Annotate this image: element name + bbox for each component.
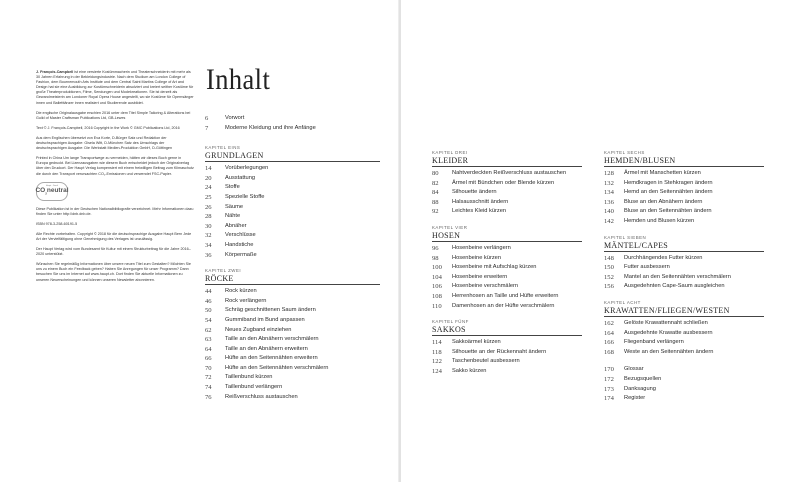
chapter-title: KRAWATTEN/FLIEGEN/WESTEN	[604, 306, 764, 317]
toc-entry	[205, 373, 380, 383]
toc-entry	[604, 263, 764, 273]
toc-entry	[205, 316, 380, 326]
toc-entry-label: Hüfte an den Seitennähten verschmälern	[225, 364, 329, 371]
toc-page-number: 30	[205, 222, 212, 230]
toc-page-number: 92	[432, 208, 439, 216]
toc-entry-label: Sakko kürzen	[452, 367, 487, 374]
toc-entry	[205, 241, 380, 251]
toc-entry	[205, 222, 380, 232]
chapter-title: RÖCKE	[205, 274, 380, 285]
toc-entry	[604, 254, 764, 264]
toc-entry-label: Vorüberlegungen	[225, 165, 269, 172]
toc-entry	[432, 338, 582, 348]
toc-entry-label: Hosenbeine erweitern	[452, 273, 508, 280]
toc-page-number: 156	[604, 283, 614, 291]
toc-entry	[205, 326, 380, 336]
toc-entry	[205, 364, 380, 374]
toc-page-number: 98	[432, 254, 439, 262]
toc-entry-label: Bluse an den Seitennähten ändern	[624, 208, 712, 215]
toc-chapter	[604, 235, 764, 292]
toc-page-number: 148	[604, 254, 614, 262]
toc-page-number: 134	[604, 189, 614, 197]
toc-entry	[432, 263, 582, 273]
toc-entry-label: Gelöste Krawattennaht schließen	[624, 319, 708, 326]
toc-entry-label: Futter ausbessern	[624, 264, 670, 271]
toc-entry-label: Spezielle Stoffe	[225, 193, 265, 200]
toc-chapter	[432, 150, 582, 217]
chapter-number: KAPITEL FÜNF	[432, 319, 469, 325]
toc-page-number: 6	[205, 115, 209, 122]
toc-entry	[205, 354, 380, 364]
toc-page-number: 84	[432, 189, 439, 197]
toc-entry-label: Säume	[225, 203, 244, 210]
toc-entry	[205, 251, 380, 261]
toc-entry-label: Durchhängendes Futter kürzen	[624, 254, 703, 261]
toc-chapter	[604, 150, 764, 227]
toc-entry-label: Taillenbund kürzen	[225, 374, 273, 381]
toc-page-number: 63	[205, 336, 212, 344]
toc-entry	[205, 306, 380, 316]
toc-page-number: 164	[604, 329, 614, 337]
toc-entry	[604, 385, 764, 395]
toc-entry	[205, 383, 380, 393]
chapter-number: KAPITEL ACHT	[604, 299, 641, 305]
toc-entry	[432, 348, 582, 358]
chapter-title: MÄNTEL/CAPES	[604, 241, 764, 252]
toc-page-number: 72	[205, 374, 212, 382]
toc-page-number: 110	[432, 302, 442, 310]
toc-page-number: 24	[205, 184, 212, 192]
toc-entry-label: Damenhosen an der Hüfte verschmälern	[452, 302, 555, 309]
chapter-number: KAPITEL VIER	[432, 224, 468, 230]
toc-entry	[432, 254, 582, 264]
toc-entry	[205, 193, 380, 203]
toc-entry-label: Glossar	[624, 366, 644, 373]
toc-page-number: 7	[205, 124, 209, 132]
toc-entry-label: Hosenbeine kürzen	[452, 254, 502, 261]
toc-entry	[205, 124, 380, 134]
toc-entry-label: Nähte	[225, 213, 241, 220]
toc-entry-label: Hemden und Blusen kürzen	[624, 217, 695, 224]
toc-entry	[205, 114, 380, 124]
toc-entry-label: Hosenbeine mit Aufschlag kürzen	[452, 264, 537, 271]
toc-title: Inhalt	[206, 63, 271, 96]
imprint-paragraph: Der Haupt Verlag wird vom Bundesamt für Kultur mit einem Strukturbeitrag für die Jahre 2016–2020 unterstützt.	[36, 247, 191, 257]
toc-entry	[432, 292, 582, 302]
toc-column-2	[432, 150, 582, 385]
chapter-title: HOSEN	[432, 231, 582, 242]
toc-entry	[432, 367, 582, 377]
imprint-paragraph: Alle Rechte vorbehalten. Copyright © 2018 für die deutschsprachige Ausgabe Haupt Bern Jede Art der Vervielfältigung ohne Genehmigung des Verlages ist unzulässig.	[36, 231, 192, 241]
imprint-paragraph: Wünschen Sie regelmäßig Informationen über unsere neuen Titel zum Gestalten? Möchten Sie uns zu einem Buch ein Feedback geben? Haben Sie Anregungen für unser Programm? Dann besuchen Sie uns im Internet auf www.haupt.ch. Dort finden Sie aktuelle Informationen zu unseren Neuerscheinungen und können unseren Newsletter abonnieren.	[36, 262, 191, 282]
toc-entry	[604, 169, 764, 179]
toc-entry-label: Stoffe	[225, 184, 240, 191]
toc-chapter	[604, 300, 764, 357]
toc-entry	[205, 231, 380, 241]
imprint-paragraph: Printed in China Um lange Transportwege zu vermeiden, hätten wir dieses Buch gerne in Europa gedruckt. Bei Lizenzausgaben wie diesem Buch entscheidet jedoch der Originalverlag über den Druckort. Der Haupt Verlag kompensiert mit einem freiwilligen Beitrag zum Klimaschutz die durch den Transport verursachten CO₂-Emissionen und verwendet FSC-Papier.	[36, 156, 194, 176]
toc-entry	[604, 273, 764, 283]
chapter-title: GRUNDLAGEN	[205, 151, 380, 162]
toc-entry	[604, 394, 764, 404]
toc-entry	[205, 174, 380, 184]
toc-entry-label: Hosenbeine verschmälern	[452, 283, 519, 290]
toc-page-number: 34	[205, 241, 212, 249]
toc-entry-label: Gummiband im Bund anpassen	[225, 316, 305, 323]
chapter-number: KAPITEL ZWEI	[205, 268, 242, 274]
toc-page-number: 88	[432, 198, 439, 206]
toc-page-number: 172	[604, 375, 614, 383]
toc-page-number: 20	[205, 174, 212, 182]
toc-entry	[432, 179, 582, 189]
toc-entry-label: Hüfte an den Seitennähten erweitern	[225, 355, 318, 362]
toc-entry	[432, 244, 582, 254]
chapter-number: KAPITEL SIEBEN	[604, 234, 647, 240]
co2-neutral-logo: Haupt · Druck $CO_2neutral$	[36, 182, 68, 201]
toc-entry-label: Sakkoärmel kürzen	[452, 339, 501, 346]
toc-intro	[205, 114, 380, 133]
toc-page-number: 54	[205, 316, 212, 324]
toc-entry-label: Rock verlängern	[225, 297, 267, 304]
toc-column-1	[205, 114, 380, 410]
toc-entry-label: Mantel an den Seitennähten verschmälern	[624, 273, 731, 280]
toc-entry-label: Silhouette ändern	[452, 189, 497, 196]
toc-entry	[205, 297, 380, 307]
toc-page-number: 140	[604, 208, 614, 216]
toc-page-number: 108	[432, 292, 442, 300]
toc-page-number: 173	[604, 385, 614, 393]
toc-entry-label: Taille an den Abnähern erweitern	[225, 345, 308, 352]
toc-entry	[604, 282, 764, 292]
toc-chapter	[432, 319, 582, 376]
toc-entry	[604, 338, 764, 348]
toc-entry	[205, 212, 380, 222]
toc-entry-label: Bluse an den Abnähern ändern	[624, 198, 703, 205]
toc-entry	[432, 273, 582, 283]
toc-page-number: 76	[205, 393, 212, 401]
toc-chapter	[205, 268, 380, 402]
toc-entry-label: Verschlüsse	[225, 232, 256, 239]
imprint-paragraph: Text © J. François-Campbell, 2016 Copyright in the Work © GMC Publications Ltd, 2016	[36, 125, 180, 130]
toc-page-number: 14	[205, 165, 212, 173]
toc-page-number: 170	[604, 366, 614, 374]
toc-page-number: 82	[432, 179, 439, 187]
toc-page-number: 136	[604, 198, 614, 206]
toc-page-number: 150	[604, 264, 614, 272]
toc-page-number: 162	[604, 319, 614, 327]
toc-entry	[604, 365, 764, 375]
toc-entry	[604, 319, 764, 329]
toc-entry-label: Fliegenband verlängern	[624, 339, 684, 346]
toc-entry-label: Ärmel mit Bündchen oder Blende kürzen	[452, 179, 555, 186]
chapter-title: SAKKOS	[432, 325, 582, 336]
toc-entry	[205, 287, 380, 297]
toc-page-number: 28	[205, 213, 212, 221]
toc-entry-label: Neues Zugband einziehen	[225, 326, 292, 333]
toc-column-3	[604, 150, 764, 412]
toc-entry-label: Register	[624, 395, 646, 402]
imprint-column	[36, 70, 194, 288]
toc-entry	[604, 329, 764, 339]
imprint-paragraph: Aus dem Englischen übersetzt von Eva Korte, D-Bürger Satz und Redaktion der deutschsprachigen Ausgabe: Gisela Witt, D-München Satz des Umschlags der deutschsprachigen Ausgabe: Die Werkstatt Medien-Produktion GmbH, D-Göttingen	[36, 135, 173, 151]
toc-page-number: 100	[432, 264, 442, 272]
toc-entry-label: Reißverschluss austauschen	[225, 393, 298, 400]
toc-entry-label: Hemd an den Seitennähten ändern	[624, 189, 713, 196]
toc-page-number: 166	[604, 339, 614, 347]
toc-entry	[205, 335, 380, 345]
toc-entry-label: Handstiche	[225, 241, 254, 248]
imprint-paragraph: J. François-Campbell ist eine versierte Kostümmacherin und Theaterschneiderin mit mehr als 30 Jahren Erfahrung in der Bekleidungsindustrie. Nach dem Studium am London College of Fashion, dem Bournemouth Arts Institute und dem Central Saint Martins College of Art and Design hat sie eine Ausbildung zur Kostümschneiderin absolviert und kreiert seither Kostüme für große Theaterproduktionen, Filme, Sendungen und Modekreationen. Sie ist derzeit als Gewandmeisterin am Londoner Royal Opera House angestellt, wo sie Kostüme für Opernsänger innen und Balletttänzer innen realisiert und Studierende ausbildet.	[36, 70, 194, 105]
toc-entry	[604, 188, 764, 198]
toc-page-number: 106	[432, 283, 442, 291]
toc-entry	[205, 164, 380, 174]
toc-entry-label: Ausstattung	[225, 174, 256, 181]
chapter-number: KAPITEL EINS	[205, 145, 241, 151]
toc-appendix	[604, 365, 764, 403]
imprint-paragraph: Diese Publikation ist in der Deutschen Nationalbibliografie verzeichnet. Mehr Informationen dazu finden Sie unter http://dnb.dnb.de.	[36, 206, 194, 216]
toc-page-number: 174	[604, 395, 614, 403]
toc-entry	[604, 207, 764, 217]
toc-page-number: 32	[205, 232, 212, 240]
toc-page-number: 62	[205, 326, 212, 334]
toc-entry-label: Hosenbeine verlängern	[452, 244, 511, 251]
toc-entry	[205, 345, 380, 355]
toc-entry-label: Weste an den Seitennähten ändern	[624, 348, 714, 355]
toc-page-number: 26	[205, 203, 212, 211]
toc-page-number: 114	[432, 339, 442, 347]
toc-chapter	[205, 145, 380, 260]
toc-entry	[604, 348, 764, 358]
toc-entry	[432, 207, 582, 217]
toc-entry-label: Hemdkragen in Stehkragen ändern	[624, 179, 713, 186]
toc-entry-label: Silhouette an der Rückennaht ändern	[452, 348, 547, 355]
toc-page-number: 96	[432, 244, 439, 252]
toc-page-number: 152	[604, 273, 614, 281]
toc-page-number: 36	[205, 251, 212, 259]
toc-entry-label: Ausgedehnten Cape-Saum ausgleichen	[624, 283, 725, 290]
toc-entry	[432, 198, 582, 208]
chapter-number: KAPITEL DREI	[432, 150, 468, 155]
toc-page-number: 122	[432, 358, 442, 366]
toc-page-number: 25	[205, 193, 212, 201]
toc-page-number: 46	[205, 297, 212, 305]
toc-entry	[432, 357, 582, 367]
toc-page-number: 104	[432, 273, 442, 281]
toc-entry-label: Taschenbeutel ausbessern	[452, 358, 520, 365]
toc-page-number: 70	[205, 364, 212, 372]
toc-entry	[205, 183, 380, 193]
toc-page-number: 124	[432, 367, 442, 375]
toc-entry-label: Ärmel mit Manschetten kürzen	[624, 170, 701, 176]
toc-page-number: 66	[205, 355, 212, 363]
toc-entry-label: Leichtes Kleid kürzen	[452, 208, 507, 215]
toc-page-number: 118	[432, 348, 442, 356]
toc-page-number: 168	[604, 348, 614, 356]
toc-page-number: 64	[205, 345, 212, 353]
toc-page-number: 50	[205, 307, 212, 315]
toc-page-number: 142	[604, 217, 614, 225]
toc-entry-label: Ausgedehnte Krawatte ausbessern	[624, 329, 713, 336]
toc-page-number: 80	[432, 170, 439, 177]
toc-entry-label: Körpermaße	[225, 251, 257, 258]
toc-entry-label: Moderne Kleidung und ihre Anfänge	[225, 124, 316, 131]
toc-entry	[205, 203, 380, 213]
toc-entry-label: Danksagung	[624, 385, 656, 392]
toc-entry-label: Nahtverdeckten Reißverschluss austauschen	[452, 170, 567, 176]
chapter-number: KAPITEL SECHS	[604, 150, 645, 155]
toc-entry	[604, 179, 764, 189]
toc-entry-label: Schräg geschnittenen Saum ändern	[225, 307, 316, 314]
toc-entry-label: Herrenhosen an Taille und Hüfte erweitern	[452, 292, 559, 299]
toc-entry	[604, 375, 764, 385]
toc-page-number: 74	[205, 384, 212, 392]
toc-entry-label: Taillenbund verlängern	[225, 384, 283, 391]
toc-chapter	[432, 225, 582, 311]
chapter-title: KLEIDER	[432, 156, 582, 167]
toc-entry	[604, 217, 764, 227]
toc-entry-label: Halsausschnitt ändern	[452, 198, 509, 205]
chapter-title: HEMDEN/BLUSEN	[604, 156, 764, 167]
toc-page-number: 132	[604, 179, 614, 187]
imprint-paragraph: Die englische Originalausgabe erschien 2016 unter dem Titel Simple Tailoring & Alterations bei Guild of Master Craftsman Publications Ltd, GB-Lewes	[36, 110, 191, 120]
toc-entry	[432, 282, 582, 292]
toc-entry	[432, 188, 582, 198]
toc-entry	[432, 302, 582, 312]
toc-entry-label: Bezugsquellen	[624, 375, 662, 382]
toc-page-number: 44	[205, 288, 212, 296]
isbn: ISBN 978-3-258-60191-5	[36, 221, 78, 226]
toc-entry	[432, 169, 582, 179]
toc-entry-label: Rock kürzen	[225, 288, 257, 295]
toc-entry	[205, 393, 380, 403]
toc-page-number: 128	[604, 170, 614, 177]
toc-entry	[604, 198, 764, 208]
toc-entry-label: Taille an den Abnähern verschmälern	[225, 336, 319, 343]
toc-entry-label: Abnäher	[225, 222, 247, 229]
toc-entry-label: Vorwort	[225, 115, 245, 121]
